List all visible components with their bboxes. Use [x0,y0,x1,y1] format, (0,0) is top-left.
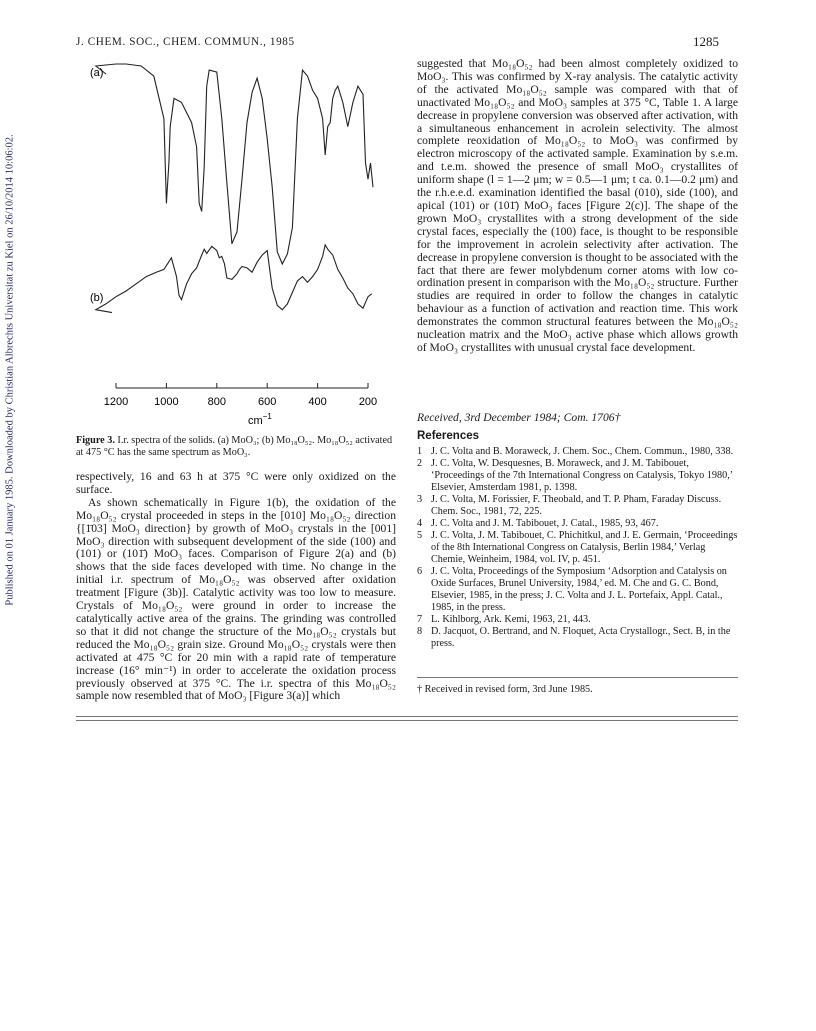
x-tick-label: 800 [207,396,226,408]
left-paragraph-2: As shown schematically in Figure 1(b), the oxidation of the Mo₁₈O₅₂ crystal proceeded in steps in the [010] Mo₁₈O₅₂ direction {[1̄03] MoO₃ direction} by growth of MoO₃ crystals in the [001] MoO₃ direction with subsequent development of the side (100) and (101) or (101̄) MoO₃ faces. Comparison of Figure 2(a) and (b) shows that the side faces developed with time. No change in the initial i.r. spectrum of Mo₁₈O₅₂ was observed after oxidation treatment [Figure (3b)]. Catalytic activity was too low to measure. Crystals of Mo₁₈O₅₂ were ground in order to increase the catalytically active area of the grains. The grinding was controlled so that it did not change the structure of the Mo₁₈O₅₂ crystals but reduced the Mo₁₈O₅₂ grain size. Ground Mo₁₈O₅₂ crystals were then activated at 475 °C for 20 min with a rapid rate of temperature increase (16° min⁻¹) in order to accelerate the oxidation process previously observed at 375 °C. The i.r. spectra of this Mo₁₈O₅₂ sample now resembled that of MoO₃ [Figure 3(a)] which [76,495,396,703]
reference-item: 6 J. C. Volta, Proceedings of the Symposium ‘Adsorption and Catalysis on Oxide Surfaces, Brunel University, 1984,’ ed. M. Che and G. C. Bond, Elsevier, 1985, in the press; J. C. Volta and J. L. Portefaix, Appl. Catal., 1985, in the press. [417,566,727,613]
page-end-rule-1 [76,716,738,717]
right-column [417,58,738,355]
reference-item: 8 D. Jacquot, O. Bertrand, and N. Floquet, Acta Crystallogr., Sect. B, in the press. [417,626,731,649]
journal-header: J. CHEM. SOC., CHEM. COMMUN., 1985 [76,36,295,48]
spectrum-a-label: (a) [90,67,104,79]
page-end-rule-2 [76,720,738,721]
left-paragraph-1: respectively, 16 and 63 h at 375 °C were only oxidized on the surface. [76,470,396,496]
right-paragraph-1: suggested that Mo₁₈O₅₂ had been almost completely oxidized to MoO₃. This was confirmed by X-ray analysis. The catalytic activity of the activated Mo₁₈O₅₂ sample was compared with that of unactivated Mo₁₈O₅₂ and MoO₃ samples at 375 °C, Table 1. A large decrease in propylene conversion was observed after activation, with a simultaneous enhancement in acrolein selectivity. The almost complete reoxidation of Mo₁₈O₅₂ to MoO₃ was confirmed by electron microscopy of the activated sample. Examination by s.e.m. and t.e.m. showed the presence of small MoO₃ crystallites of uniform shape (l = 1—2 μm; w = 0.5—1 μm; t ca. 0.1—0.2 μm) and the r.h.e.e.d. examination identified the basal (010), side (100), and apical (101) or (101̄) MoO₃ faces [Figure 2(c)]. The shape of the grown MoO₃ crystallites with a strong development of the side crystal faces, especially the (100) face, is thought to be responsible for the improvement in acrolein selectivity after activation. The decrease in propylene conversion is thought to be associated with the fact that there are fewer molybdenum corner atoms with low co-ordination present in comparison with the Mo₁₈O₅₂ structure. Further studies are required in order to follow the changes in catalytic behaviour as a function of activation and reaction time. This work demonstrates the common structural features between the Mo₁₈O₅₂ nucleation matrix and the MoO₃ active phase which allows growth of MoO₃ crystallites with unusual crystal face development. [417,57,738,354]
figure-caption [76,435,396,459]
reference-item: 1 J. C. Volta and B. Moraweck, J. Chem. Soc., Chem. Commun., 1980, 338. [417,446,734,457]
caption-label: Figure 3. [76,435,115,446]
ir-spectra-chart [62,58,402,430]
received-line: Received, 3rd December 1984; Com. 1706† [417,411,621,424]
left-column [76,471,396,703]
references-list [417,446,738,650]
x-tick-label: 1000 [154,396,179,408]
x-tick-label: 400 [308,396,327,408]
x-tick-label: 600 [258,396,277,408]
publication-side-note [4,134,16,606]
caption-text: I.r. spectra of the solids. (a) MoO₃; (b) Mo₁₈O₅₂. Mo₁₈O₅₂ activated at 475 °C has the same spectrum as MoO₃. [76,435,393,458]
reference-item: 2 J. C. Volta, W. Desquesnes, B. Moraweck, and J. M. Tabibouet, ‘Proceedings of the 7th International Congress on Catalysis, Tokyo 1980,’ Elsevier, Amsterdam 1981, p. 1398. [417,458,733,493]
spectrum-a-line [96,64,373,264]
references-heading: References [417,430,480,442]
side-note-text: Published on 01 January 1985. Downloaded by Christian Albrechts Universitat zu Kiel on 26/10/2014 10:06:02. [4,134,16,606]
x-tick-label: 200 [358,396,378,408]
figure-3 [62,58,402,430]
reference-item: 4 J. C. Volta and J. M. Tabibouet, J. Catal., 1985, 93, 467. [417,518,659,529]
page-number: 1285 [693,34,719,49]
footnote: † Received in revised form, 3rd June 1985. [417,684,593,695]
x-ticks [104,383,377,408]
spectrum-b-line [96,245,372,313]
x-tick-label: 1200 [103,396,129,408]
reference-item: 7 L. Kihlborg, Ark. Kemi, 1963, 21, 443. [417,614,591,625]
spectrum-b-label: (b) [90,292,104,304]
x-unit-label: $cm^{-1}$ [248,412,272,427]
reference-item: 3 J. C. Volta, M. Forissier, F. Theobald, and T. P. Pham, Faraday Discuss. Chem. Soc., 1981, 72, 225. [417,494,722,517]
reference-item: 5 J. C. Volta, J. M. Tabibouet, C. Phichitkul, and J. E. Germain, ‘Proceedings of the 8th International Congress on Catalysis, Berlin 1984,’ Verlag Chemie, Weinheim, 1984, vol. IV, p. 451. [417,530,738,565]
footnote-rule [417,677,738,678]
